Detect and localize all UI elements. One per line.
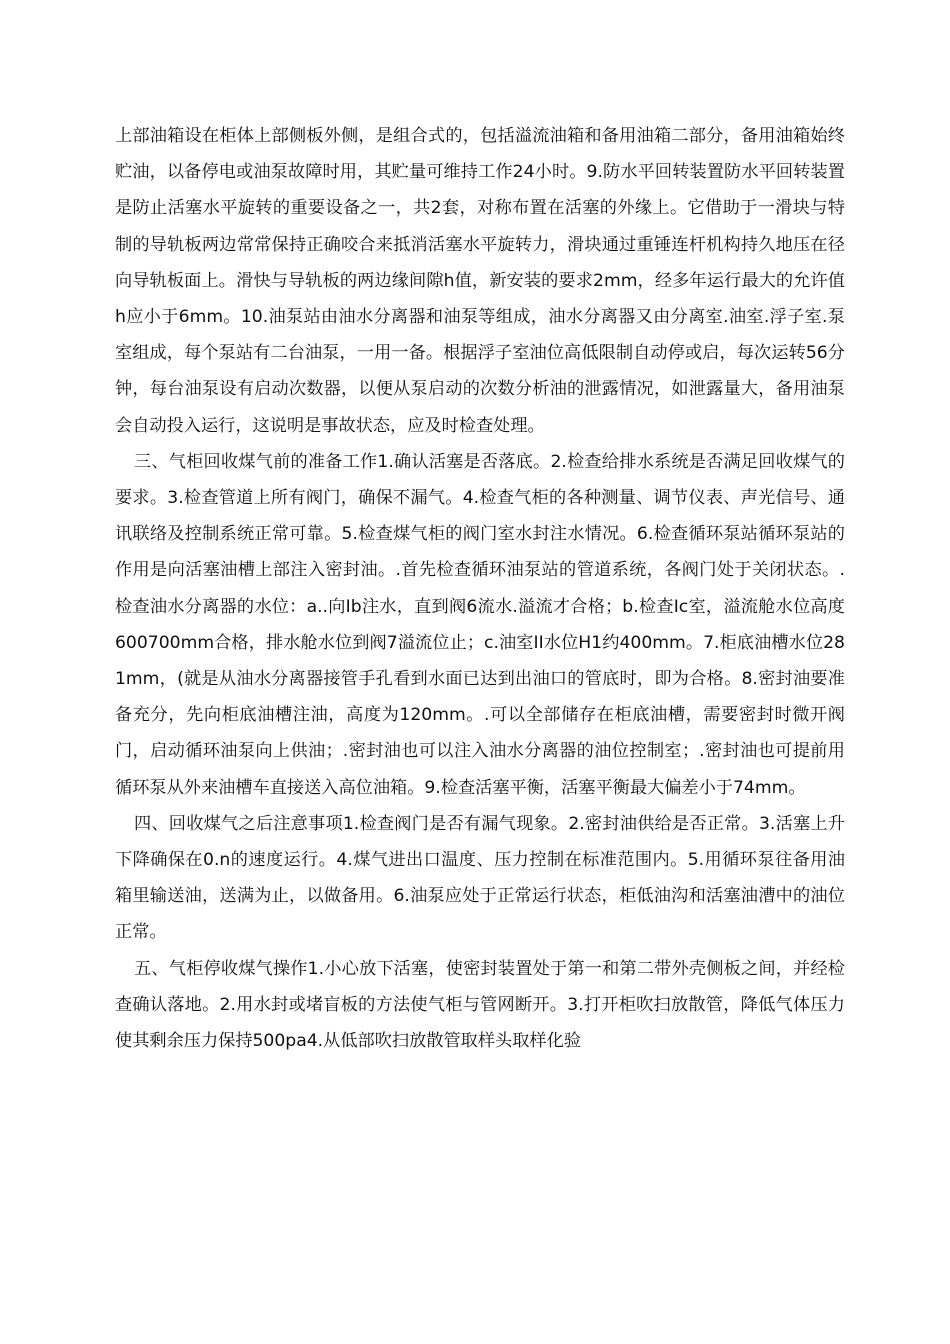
paragraph-section-5-shutdown: 五、气柜停收煤气操作1.小心放下活塞，使密封装置处于第一和第二带外壳侧板之间，并经检查确认落地。2.用水封或堵盲板的方法使气柜与管网断开。3.打开柜吹扫放散管，降低气体压力使其剩余压力保持500pa4.从低部吹扫放散管取样头取样化验 [115, 958, 845, 1052]
paragraph-section-3-preparation: 三、气柜回收煤气前的准备工作1.确认活塞是否落底。2.检查给排水系统是否满足回收煤气的要求。3.检查管道上所有阀门，确保不漏气。4.检查气柜的各种测量、调节仪表、声光信号、通讯联络及控制系统正常可靠。5.检查煤气柜的阀门室水封注水情况。6.检查循环泵站循环泵站的作用是向活塞油槽上部注入密封油。.首先检查循环油泵站的管道系统，各阀门处于关闭状态。.检查油水分离器的水位：a..向Ib注水，直到阀6流水.溢流才合格；b.检查Ic室，溢流舱水位高度600700mm合格，排水舱水位到阀7溢流位止；c.油室II水位H1约400mm。7.柜底油槽水位281mm，(就是从油水分离器接管手孔看到水面已达到出油口的管底时，即为合格。8.密封油要准备充分，先向柜底油槽注油，高度为120mm。.可以全部储存在柜底油槽，需要密封时微开阀门，启动循环油泵向上供油；.密封油也可以注入油水分离器的油位控制室；.密封油也可提前用循环泵从外来油槽车直接送入高位油箱。9.检查活塞平衡，活塞平衡最大偏差小于74mm。 [115, 451, 845, 798]
paragraph-section-4-precautions: 四、回收煤气之后注意事项1.检查阀门是否有漏气现象。2.密封油供给是否正常。3.活塞上升下降确保在0.n的速度运行。4.煤气进出口温度、压力控制在标准范围内。5.用循环泵往备用油箱里输送油，送满为止，以做备用。6.油泵应处于正常运行状态，柜低油沟和活塞油漕中的油位正常。 [115, 813, 845, 943]
paragraph-oil-tank-and-pump-station: 上部油箱设在柜体上部侧板外侧，是组合式的，包括溢流油箱和备用油箱二部分，备用油箱始终贮油，以备停电或油泵故障时用，其贮量可维持工作24小时。9.防水平回转装置防水平回转装置是防止活塞水平旋转的重要设备之一，共2套，对称布置在活塞的外缘上。它借助于一滑块与特制的导轨板两边常常保持正确咬合来抵消活塞水平旋转力，滑块通过重锤连杆机构持久地压在径向导轨板面上。滑快与导轨板的两边缘间隙h值，新安装的要求2mm，经多年运行最大的允许值h应小于6mm。10.油泵站由油水分离器和油泵等组成，油水分离器又由分离室.油室.浮子室.泵室组成，每个泵站有二台油泵，一用一备。根据浮子室油位高低限制自动停或启，每次运转56分钟，每台油泵设有启动次数器，以便从泵启动的次数分析油的泄露情况，如泄露量大，备用油泵会自动投入运行，这说明是事故状态，应及时检查处理。 [115, 126, 845, 436]
document-body [115, 118, 845, 1059]
